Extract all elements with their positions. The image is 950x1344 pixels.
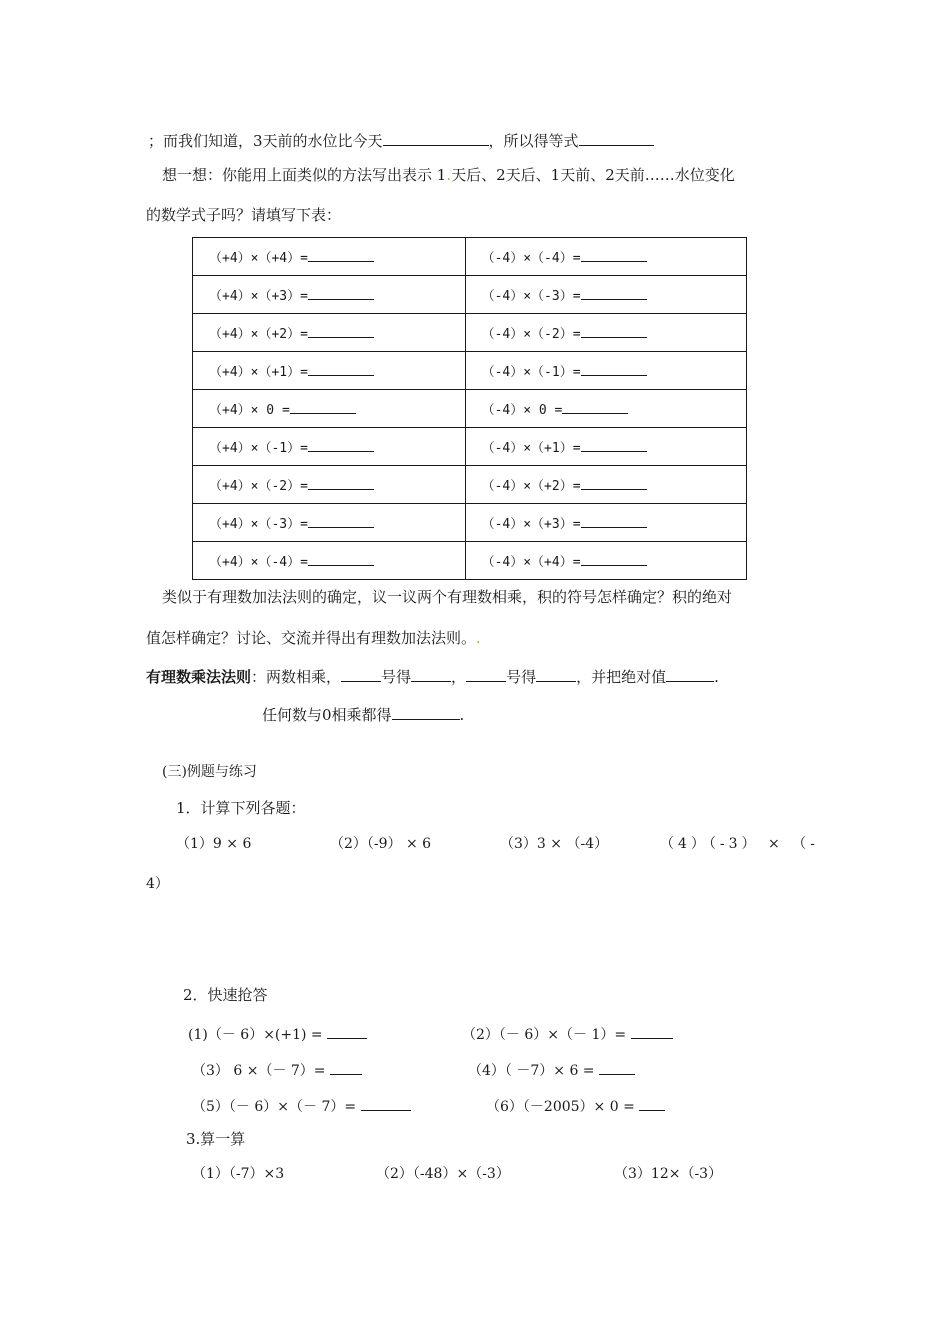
answer-blank[interactable] xyxy=(581,552,647,566)
equation-text: （-4）×（+3）= xyxy=(481,517,581,532)
mark-dot: . xyxy=(446,166,452,184)
equation-text: （+4）×（+4）= xyxy=(209,251,308,266)
answer-blank[interactable] xyxy=(581,324,647,338)
table-row xyxy=(193,428,747,466)
q1-item-1: （1）9 × 6 xyxy=(176,836,252,852)
equation-text: （-4）×（+1）= xyxy=(481,441,581,456)
rule-text: 号得 xyxy=(381,668,412,686)
q2-item-3 xyxy=(192,1058,362,1081)
q2-item-2 xyxy=(462,1022,673,1045)
answer-blank[interactable] xyxy=(308,324,374,338)
section-heading: (三)例题与练习 xyxy=(162,764,257,780)
table-cell-right xyxy=(465,466,746,504)
answer-blank[interactable] xyxy=(361,1094,411,1111)
answer-blank[interactable] xyxy=(308,286,374,300)
table-row xyxy=(193,390,747,428)
answer-blank[interactable] xyxy=(392,703,460,720)
intro-text-b: ，所以得等式 xyxy=(488,132,579,150)
table-row xyxy=(193,466,747,504)
q1-item-3: （3）3 × （-4） xyxy=(500,836,609,852)
q1-item-4-wrap: 4） xyxy=(146,876,169,892)
equation-text: （+4）×（-4）= xyxy=(209,555,308,570)
question-3-title: 3.算一算 xyxy=(186,1130,246,1148)
rule-text: . xyxy=(714,668,719,686)
q1-item-4: （4）（-3） × （- xyxy=(660,836,819,852)
think-line-2: 的数学式子吗？请填写下表： xyxy=(146,206,342,224)
answer-blank[interactable] xyxy=(666,665,714,682)
table-cell-left xyxy=(193,238,466,276)
table-cell-left xyxy=(193,504,466,542)
q2-item-5 xyxy=(192,1094,411,1117)
table-cell-right xyxy=(465,542,746,580)
table-row xyxy=(193,542,747,580)
equation-text: （+4）×（-3）= xyxy=(209,517,308,532)
equation-text: （+4）×（+1）= xyxy=(209,365,308,380)
table-cell-left xyxy=(193,276,466,314)
q2-item-text: （6）（－2005）× 0 = xyxy=(486,1099,640,1115)
equation-text: （-4）×（+2）= xyxy=(481,479,581,494)
q2-item-text: (1)（－ 6）×(+1) = xyxy=(188,1027,328,1043)
table-cell-right xyxy=(465,504,746,542)
q2-item-text: （3） 6 ×（－ 7）= xyxy=(192,1063,330,1079)
equation-text: （-4）×（-1）= xyxy=(481,365,581,380)
answer-blank[interactable] xyxy=(327,1022,367,1039)
answer-blank[interactable] xyxy=(581,476,647,490)
question-1-title: 1．计算下列各题： xyxy=(176,799,306,817)
rule-text: . xyxy=(459,706,465,724)
discussion-text: 值怎样确定？讨论、交流并得出有理数加法法则。 xyxy=(146,629,477,647)
question-2-title: 2．快速抢答 xyxy=(183,986,268,1004)
discussion-line-1: 类似于有理数加法法则的确定，议一议两个有理数相乘，积的符号怎样确定？积的绝对 xyxy=(162,588,733,606)
think-text-b: 天后、2天后、1天前、2天前……水位变化 xyxy=(451,166,735,184)
q2-item-text: （5）（－ 6）×（－ 7）= xyxy=(192,1099,361,1115)
answer-blank[interactable] xyxy=(383,129,489,146)
table-row xyxy=(193,504,747,542)
answer-blank[interactable] xyxy=(308,248,374,262)
table-cell-left xyxy=(193,466,466,504)
q2-item-4 xyxy=(468,1058,635,1081)
table-cell-left xyxy=(193,542,466,580)
q3-item-3: （3）12×（-3） xyxy=(614,1166,723,1182)
multiplication-table xyxy=(192,237,747,580)
q3-item-2: （2）（-48）×（-3） xyxy=(376,1166,510,1182)
rule-zero-line xyxy=(262,703,464,725)
answer-blank[interactable] xyxy=(308,476,374,490)
table-row xyxy=(193,276,747,314)
equation-text: （-4）× 0 = xyxy=(481,403,563,418)
rule-zero-text: 任何数与0相乘都得 xyxy=(262,706,392,724)
rule-text: ， xyxy=(451,668,467,686)
table-cell-right xyxy=(465,352,746,390)
table-cell-right xyxy=(465,390,746,428)
answer-blank[interactable] xyxy=(562,400,628,414)
equation-text: （+4）×（-1）= xyxy=(209,441,308,456)
think-text-a: 想一想：你能用上面类似的方法写出表示 1 xyxy=(162,166,447,184)
equation-text: （-4）×（-2）= xyxy=(481,327,581,342)
equation-text: （+4）×（+2）= xyxy=(209,327,308,342)
table-cell-left xyxy=(193,428,466,466)
table-cell-right xyxy=(465,276,746,314)
rule-line xyxy=(146,665,719,687)
answer-blank[interactable] xyxy=(308,362,374,376)
answer-blank[interactable] xyxy=(330,1058,362,1075)
answer-blank[interactable] xyxy=(290,400,356,414)
answer-blank[interactable] xyxy=(579,129,654,146)
answer-blank[interactable] xyxy=(581,286,647,300)
rule-text: ：两数相乘， xyxy=(251,668,342,686)
answer-blank[interactable] xyxy=(581,514,647,528)
intro-line-1 xyxy=(148,129,654,151)
mark-dot: . xyxy=(476,629,481,647)
intro-text-a: ；而我们知道，3天前的水位比今天 xyxy=(148,132,383,150)
equation-text: （+4）×（+3）= xyxy=(209,289,308,304)
think-line-1 xyxy=(162,165,735,185)
table-cell-left xyxy=(193,390,466,428)
answer-blank[interactable] xyxy=(308,552,374,566)
q3-item-1: （1）（-7）×3 xyxy=(192,1166,285,1182)
answer-blank[interactable] xyxy=(581,248,647,262)
q1-item-2: （2）（-9） × 6 xyxy=(330,836,432,852)
table-cell-right xyxy=(465,314,746,352)
q2-item-text: （4）（ －7）× 6 = xyxy=(468,1063,599,1079)
answer-blank[interactable] xyxy=(639,1094,665,1111)
answer-blank[interactable] xyxy=(631,1022,673,1039)
equation-text: （+4）× 0 = xyxy=(209,403,290,418)
table-row xyxy=(193,352,747,390)
answer-blank[interactable] xyxy=(308,514,374,528)
table-cell-left xyxy=(193,314,466,352)
table-row xyxy=(193,314,747,352)
q2-item-1 xyxy=(188,1022,367,1045)
table-cell-right xyxy=(465,238,746,276)
table-cell-left xyxy=(193,352,466,390)
equation-text: （-4）×（-4）= xyxy=(481,251,581,266)
answer-blank[interactable] xyxy=(308,438,374,452)
equation-text: （+4）×（-2）= xyxy=(209,479,308,494)
equation-text: （-4）×（+4）= xyxy=(481,555,581,570)
answer-blank[interactable] xyxy=(599,1058,635,1075)
table-row xyxy=(193,238,747,276)
answer-blank[interactable] xyxy=(341,665,381,682)
answer-blank[interactable] xyxy=(581,438,647,452)
table-cell-right xyxy=(465,428,746,466)
rule-title: 有理数乘法法则 xyxy=(146,668,252,686)
answer-blank[interactable] xyxy=(411,665,451,682)
answer-blank[interactable] xyxy=(466,665,506,682)
rule-text: 号得 xyxy=(506,668,537,686)
discussion-line-2 xyxy=(146,628,481,648)
q2-item-6 xyxy=(486,1094,665,1117)
q2-item-text: （2）（－ 6）×（－ 1）= xyxy=(462,1027,631,1043)
answer-blank[interactable] xyxy=(581,362,647,376)
equation-text: （-4）×（-3）= xyxy=(481,289,581,304)
rule-text: ，并把绝对值 xyxy=(576,668,667,686)
answer-blank[interactable] xyxy=(536,665,576,682)
